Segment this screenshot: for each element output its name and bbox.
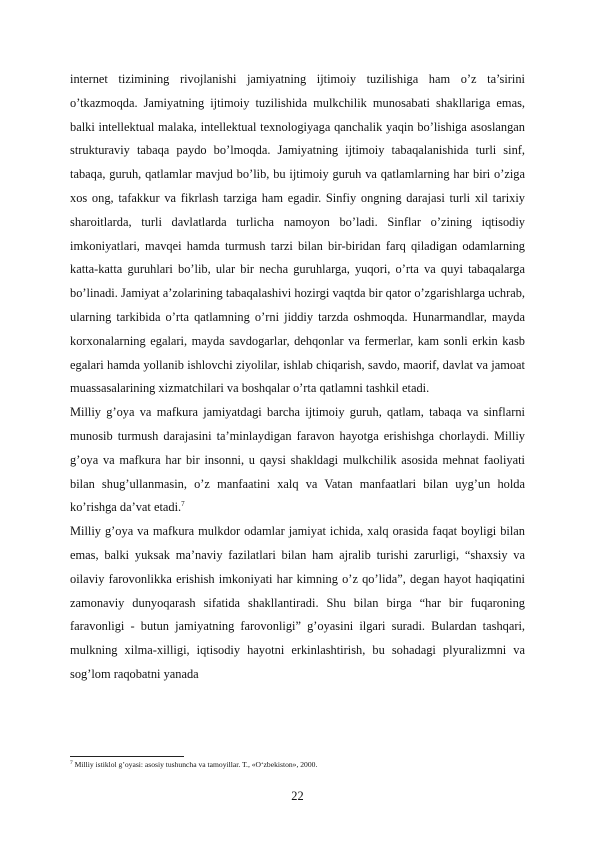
footnote-marker: 7: [70, 760, 73, 766]
paragraph-3: [70, 520, 525, 687]
paragraph-1: [70, 68, 525, 401]
footnote-separator: [70, 756, 184, 757]
paragraph-3-text: Milliy g’oya va mafkura mulkdor odamlar jamiyat ichida, xalq orasida faqat boyligi bilan emas, balki yuksak ma’naviy fazilatlari bilan ham ajralib turishi zarurligi, “shaxsiy va oilaviy farovonlikka erishish imkoniyati har kimning o’z qo’lida”, degan hayot haqiqatini zamonaviy dunyoqarash sifatida shakllantiradi. Shu bilan birga “har bir fuqaroning faravonligi - butun jamiyatning farovonligi” g’oyasini ilgari suradi. Bulardan tashqari, mulkning xilma-xilligi, iqtisodiy hayotni erkinlashtirish, bu sohadagi plyuralizmni va sog’lom raqobatni yanada: [70, 524, 525, 681]
footnote: [70, 760, 525, 770]
footnote-reference[interactable]: 7: [181, 500, 185, 509]
paragraph-2: [70, 401, 525, 520]
paragraph-2-text: Milliy g’oya va mafkura jamiyatdagi barcha ijtimoiy guruh, qatlam, tabaqa va sinflarni munosib turmush darajasini ta’minlaydigan faravon hayotga erishishga chorlaydi. Milliy g’oya va mafkura har bir insonni, u qaysi shakldagi mulkchilik asosida mehnat faoliyati bilan shug’ullanmasin, o’z manfaatini xalq va Vatan manfaatlari bilan uyg’un holda ko’rishga da’vat etadi.: [70, 405, 525, 515]
footnote-text: Milliy istiklol g’oyasi: asosiy tushuncha va tamoyillar. T., «O‘zbekiston», 2000.: [72, 760, 318, 769]
page-number: 22: [291, 789, 304, 803]
paragraph-1-text: internet tizimining rivojlanishi jamiyatning ijtimoiy tuzilishiga ham o’z ta’sirini o’tkazmoqda. Jamiyatning ijtimoiy tuzilishida mulkchilik munosabati shakllariga emas, balki intellektual malaka, intellektual texnologiyaga qanchalik yaqin bo’lishiga asoslangan strukturaviy tabaqa paydo bo’lmoqda. Jamiyatning ijtimoiy tabaqalanishida turli sinf, tabaqa, guruh, qatlamlar mavjud bo’lib, bu ijtimoiy guruh va qatlamlarning har biri o’ziga xos ong, tafakkur va fikrlash tarziga ham egadir. Sinfiy ongning darajasi turli xil tarixiy sharoitlarda, turli davlatlarda turlicha namoyon bo’ladi. Sinflar o’zining iqtisodiy imkoniyatlari, mavqei hamda turmush tarzi bilan bir-biridan farq qiladigan odamlarning katta-katta guruhlari bo’lib, ular bir necha guruhlarga, yuqori, o’rta va quyi tabaqalarga bo’linadi. Jamiyat a’zolarining tabaqalashivi hozirgi vaqtda bir qator o’zgarishlarga uchrab, ularning tarkibida o’rta qatlamning o’rni jiddiy tarzda oshmoqda. Hunarmandlar, mayda korxonalarning egalari, mayda savdogarlar, dehqonlar va fermerlar, kam sonli erkin kasb egalari hamda yollanib ishlovchi ziyolilar, ishlab chiqarish, savdo, maorif, davlat va jamoat muassasalarining xizmatchilari va boshqalar o’rta qatlamni tashkil etadi.: [70, 72, 525, 396]
document-body: [70, 68, 525, 687]
